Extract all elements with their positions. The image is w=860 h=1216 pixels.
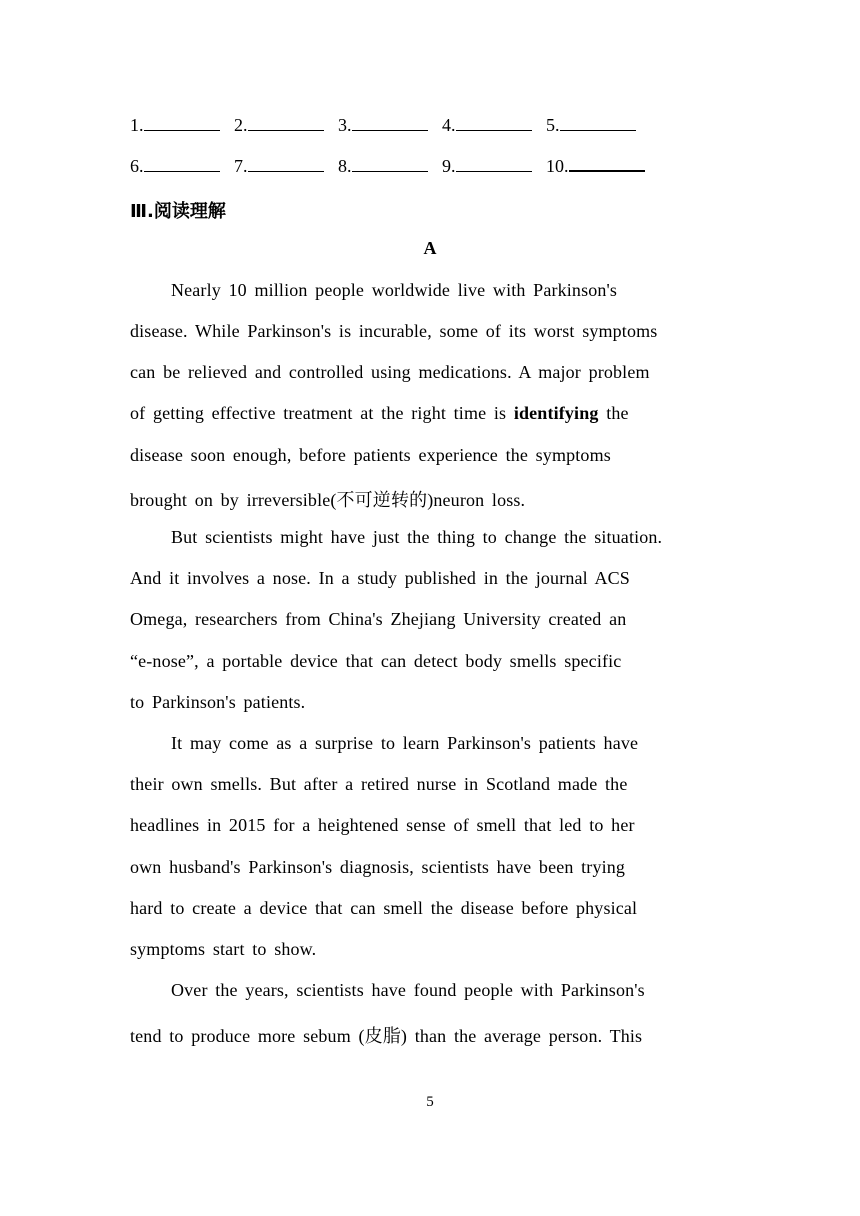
blank-number: 1. bbox=[130, 115, 144, 135]
blank-line bbox=[569, 156, 645, 172]
passage-line: own husband's Parkinson's diagnosis, scientists have been trying bbox=[130, 857, 626, 877]
blank-number: 2. bbox=[234, 115, 248, 135]
passage-line: disease soon enough, before patients experience the symptoms bbox=[130, 445, 611, 465]
blank-number: 4. bbox=[442, 115, 456, 135]
passage-line: tend to produce more sebum (皮脂) than the average person. This bbox=[130, 1026, 643, 1046]
passage-line: brought on by irreversible(不可逆转的)neuron loss. bbox=[130, 490, 526, 510]
passage-label: A bbox=[423, 238, 437, 258]
passage-line: But scientists might have just the thing to change the situation. bbox=[171, 527, 663, 547]
underlined-keyword: identifying bbox=[513, 403, 599, 423]
answer-blanks-row-1 bbox=[130, 115, 646, 136]
passage-line: Over the years, scientists have found people with Parkinson's bbox=[171, 980, 645, 1000]
blank-line bbox=[352, 116, 428, 131]
passage-line-text: the bbox=[606, 403, 629, 423]
passage-line: symptoms start to show. bbox=[130, 939, 317, 959]
blank-number: 6. bbox=[130, 156, 144, 176]
blank-line bbox=[248, 157, 324, 172]
answer-blank[interactable] bbox=[338, 115, 428, 136]
answer-blank[interactable] bbox=[234, 115, 324, 136]
page-number: 5 bbox=[426, 1094, 434, 1110]
passage-line: Omega, researchers from China's Zhejiang University created an bbox=[130, 609, 627, 629]
passage-line: their own smells. But after a retired nurse in Scotland made the bbox=[130, 774, 628, 794]
section-heading: Ⅲ.阅读理解 bbox=[130, 201, 226, 222]
blank-number: 3. bbox=[338, 115, 352, 135]
answer-blank[interactable] bbox=[546, 156, 645, 177]
passage-line: hard to create a device that can smell the disease before physical bbox=[130, 898, 638, 918]
blank-line bbox=[248, 116, 324, 131]
answer-blank[interactable] bbox=[338, 156, 428, 177]
blank-line bbox=[352, 157, 428, 172]
blank-number: 7. bbox=[234, 156, 248, 176]
answer-blank[interactable] bbox=[130, 115, 220, 136]
blank-line bbox=[144, 157, 220, 172]
answer-blank[interactable] bbox=[234, 156, 324, 177]
blank-line bbox=[456, 157, 532, 172]
answer-blank[interactable] bbox=[130, 156, 220, 177]
passage-line-text: of getting effective treatment at the right time is bbox=[130, 403, 507, 423]
blank-number: 5. bbox=[546, 115, 560, 135]
blank-number: 10. bbox=[546, 156, 569, 176]
passage-line: And it involves a nose. In a study published in the journal ACS bbox=[130, 568, 630, 588]
passage-line: can be relieved and controlled using medications. A major problem bbox=[130, 362, 650, 382]
answer-blank[interactable] bbox=[442, 115, 532, 136]
passage-line: Nearly 10 million people worldwide live with Parkinson's bbox=[171, 280, 618, 300]
blank-line bbox=[144, 116, 220, 131]
blank-line bbox=[560, 116, 636, 131]
blank-number: 9. bbox=[442, 156, 456, 176]
passage-line: headlines in 2015 for a heightened sense of smell that led to her bbox=[130, 815, 635, 835]
answer-blanks-row-2 bbox=[130, 156, 655, 177]
answer-blank[interactable] bbox=[442, 156, 532, 177]
passage-line: disease. While Parkinson's is incurable, some of its worst symptoms bbox=[130, 321, 658, 341]
passage-line bbox=[130, 403, 629, 424]
passage-line: to Parkinson's patients. bbox=[130, 692, 306, 712]
blank-number: 8. bbox=[338, 156, 352, 176]
passage-line: “e-nose”, a portable device that can detect body smells specific bbox=[130, 651, 622, 671]
blank-line bbox=[456, 116, 532, 131]
passage-line: It may come as a surprise to learn Parkinson's patients have bbox=[171, 733, 639, 753]
answer-blank[interactable] bbox=[546, 115, 636, 136]
